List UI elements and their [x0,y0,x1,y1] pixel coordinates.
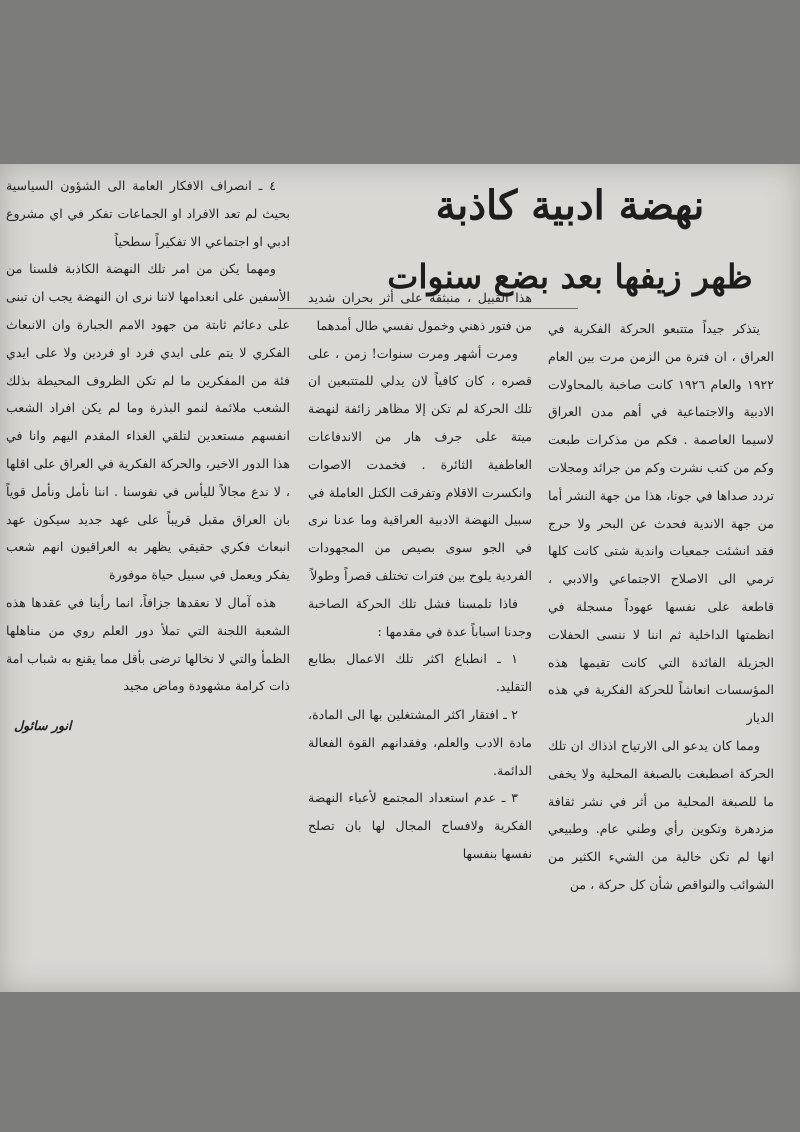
article-column-left [6,172,290,740]
paragraph: ومما كان يدعو الى الارتياح اذذاك ان تلك الحركة اصطبغت بالصبغة المحلية ولا يخفى ما للصبغة المحلية من أثر في نشر ثقافة مزدهرة وتكوين رأي وطني عام. وطبيعي انها لم تكن خالية من الشيء الكثير من الشوائب والنواقص شأن كل حركة ، من [548,737,774,892]
paragraph: يتذكر جيداً متتبعو الحركة الفكرية في العراق ، ان فترة من الزمن مرت بين العام ١٩٢٢ والعام ١٩٢٦ كانت صاخبة بالمحاولات الادبية والاجتماعية في أهم مدن العراق لاسيما العاصمة . فكم من مذكرات طبعت وكم من كتب نشرت وكم من جرائد ومجلات تردد صداها في جونا، هذا من جهة النشر أما من جهة الاندية فحدث عن البحر ولا حرج فقد انشئت جمعيات واندية شتى كانت كلها ترمي الى الاصلاح الاجتماعي والادبي ، قاطعة على نفسها عهوداً مسجلة في انظمتها الداخلية ثم اننا لا ننسى الحفلات الجزيلة الفائدة التي كانت تقيمها هذه المؤسسات انعاشاً للحركة الفكرية في هذه الديار [548,321,774,726]
article-column-middle [308,284,532,868]
article-title: نهضة ادبية كاذبة [435,182,705,229]
article-subtitle: ظهر زيفها بعد بضع سنوات [387,257,753,296]
author-signature: انور سائول [14,718,72,734]
article-column-right [548,315,774,899]
paragraph: فاذا تلمسنا فشل تلك الحركة الصاخبة وجدنا اسباباً عدة في مقدمها : [308,595,532,639]
paragraph: هذه آمال لا نعقدها جزافاً، انما رأينا في عقدها هذه الشعبة اللجنة التي تملأ دور العلم روي من مناهلها الظمأ والتي لا نخالها ترضى بأقل مما يقنع به شباب امة ذات كرامة مشهودة وماض مجيد [6,594,290,694]
list-item: ٢ ـ افتقار اكثر المشتغلين بها الى المادة، مادة الادب والعلم، وفقدانهم القوة الفعالة الدائمة. [308,706,532,778]
list-item: ٣ ـ عدم استعداد المجتمع لأعباء النهضة الفكرية ولافساح المجال لها بان تصلح نفسها بنفسها [308,790,532,861]
paragraph: ومرت أشهر ومرت سنوات! زمن ، على قصره ، كان كافياً لان يدلي للمتتبعين ان تلك الحركة لم تكن إلا مظاهر زائفة لنهضة ميتة على جرف هار من الاندفاعات العاطفية الثائرة . فخمدت الاصوات وانكسرت الاقلام وتفرقت الكتل العاملة في سبيل النهضة الادبية العراقية وما عدنا نرى في الجو سوى بصيص من المجهودات الفردية يلوح بين فترات تختلف قصراً وطولاً [308,345,532,583]
newspaper-page [0,164,800,992]
paragraph: ومهما يكن من امر تلك النهضة الكاذبة فلسنا من الأسفين على انعدامها لاننا نرى ان النهضة يجب ان تبنى على دعائم ثابتة من جهود الامم الجبارة وان الانبعاث الفكري لا يتم على ايدي فرد او فردين ولا على ايدي فئة من المفكرين ما لم تكن الظروف المحيطة بذلك الشعب ملائمة لنمو البذرة وما لم يكن افراد الشعب انفسهم مستعدين لتلقي الغذاء المقدم اليهم وانا في هذا الدور الاخير، والحركة الفكرية في العراق على اقلها ، لا ندع مجالاً لليأس في نفوسنا . اننا نأمل ونأمل قوياً بان العراق مقبل قريباً على عهد جديد سيكون عهد انبعاث فكري حقيقي يظهر به العراقيون انهم شعب يفكر ويعمل في سبيل حياة موفورة [6,261,290,583]
list-item: ٤ ـ انصراف الافكار العامة الى الشؤون السياسية بحيث لم تعد الافراد او الجماعات تفكر في اي مشروع ادبي او اجتماعي الا تفكيراً سطحياً [6,178,290,249]
list-item: ١ ـ انطباع اكثر تلك الاعمال بطابع التقليد. [308,651,532,695]
paragraph: هذا القبيل ، منبثقة على أثر بحران شديد من فتور ذهني وخمول نفسي طال أمدهما [308,290,532,333]
